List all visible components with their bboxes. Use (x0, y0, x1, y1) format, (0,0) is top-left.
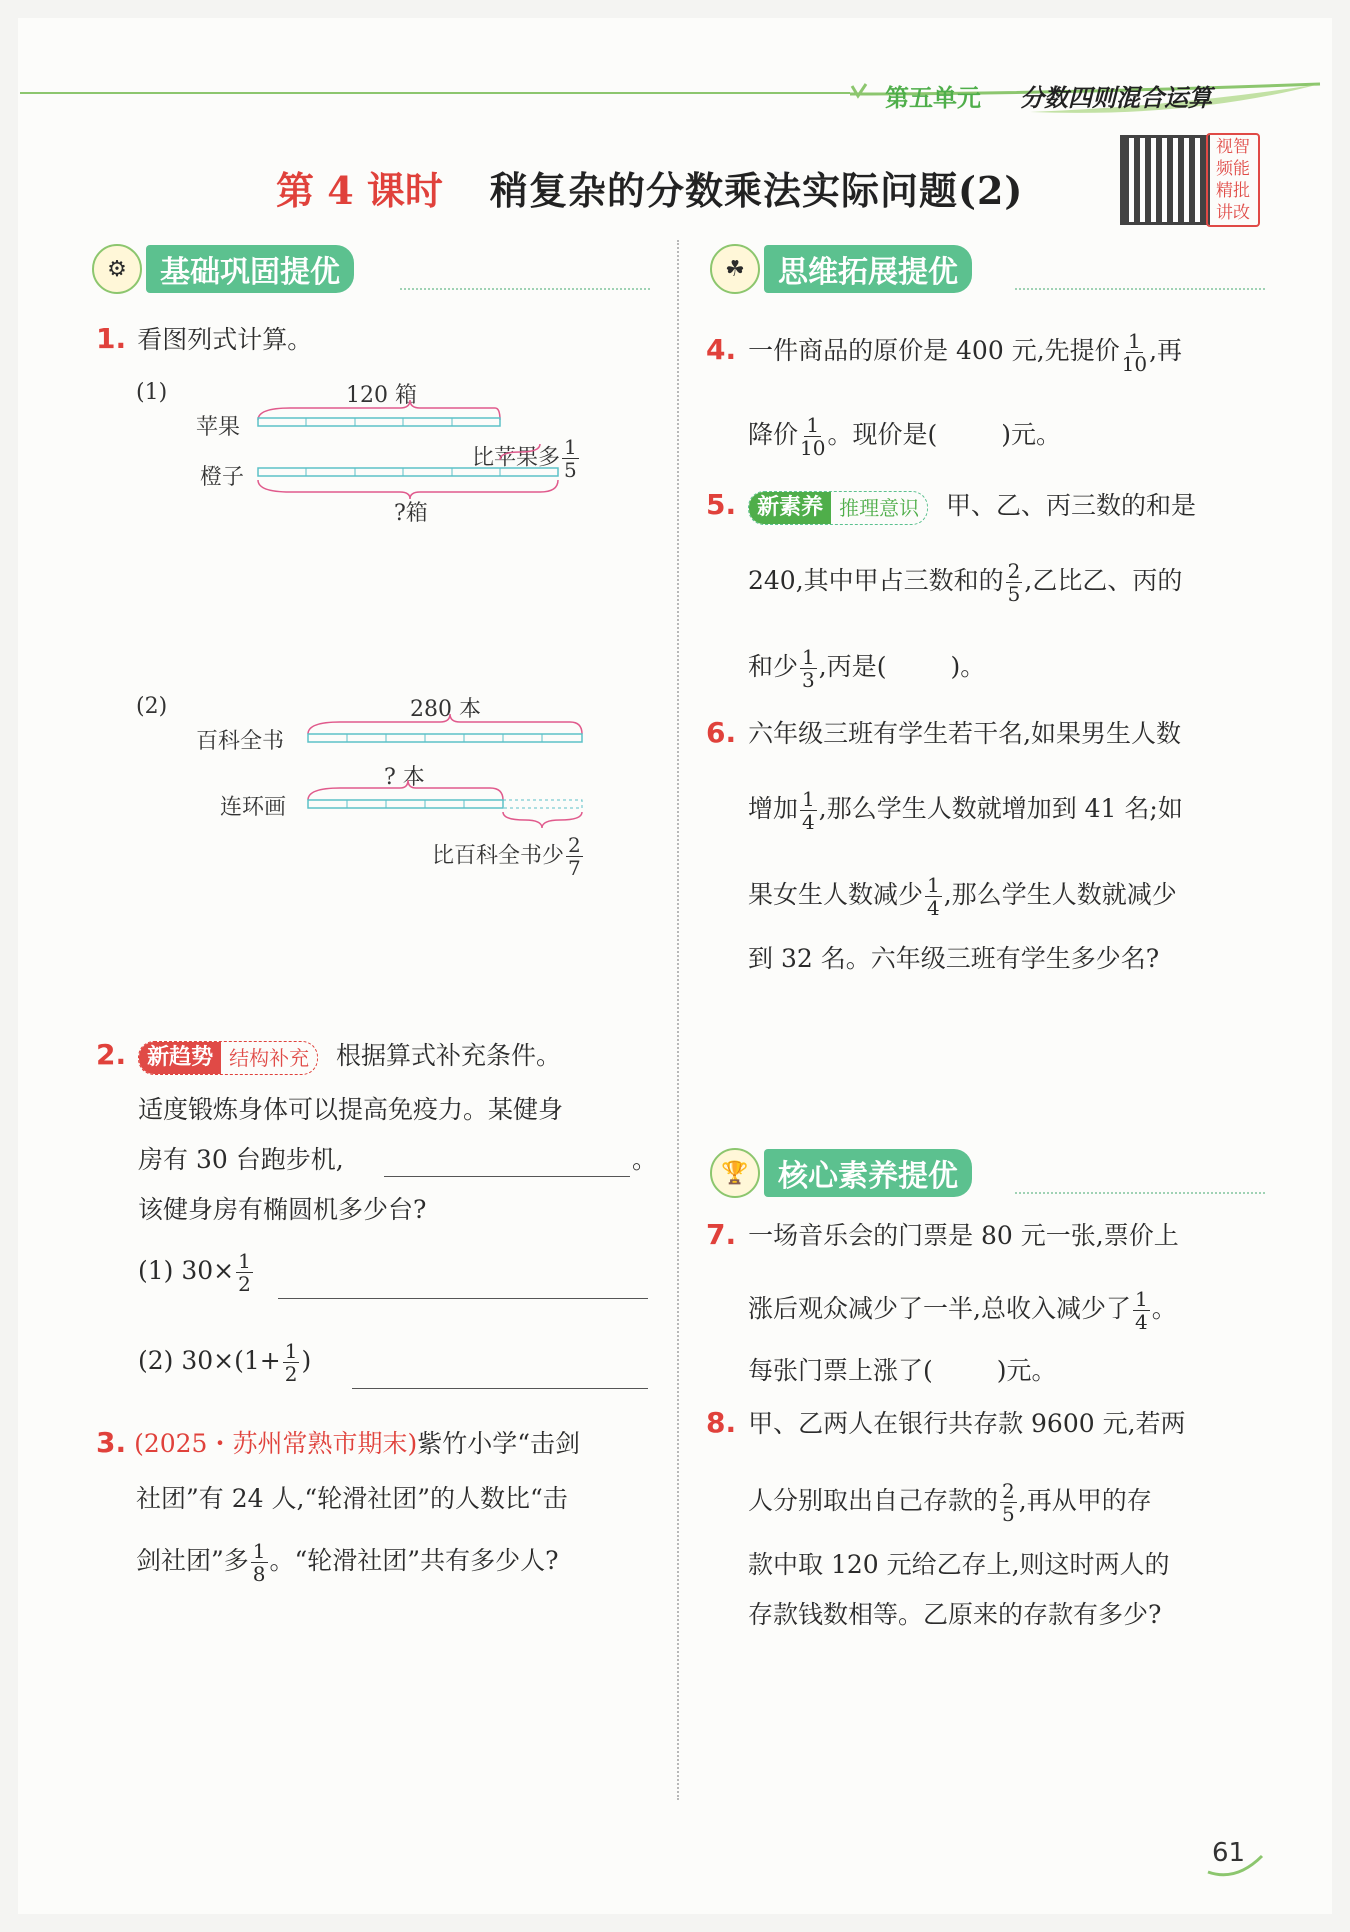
q6-line3 (748, 874, 1177, 919)
qr-code[interactable] (1120, 135, 1210, 225)
q7-fraction (1133, 1288, 1150, 1333)
trophy-icon: 🏆 (710, 1148, 760, 1198)
q6-f1-den: 4 (802, 810, 815, 834)
q2-option2 (138, 1340, 311, 1385)
q3-line3-a: 剑社团”多 (136, 1546, 249, 1575)
q5-line1-text: 甲、乙、丙三数的和是 (946, 491, 1197, 520)
q6-f2-num: 1 (927, 873, 940, 897)
q6-line3-a: 果女生人数减少 (748, 880, 924, 909)
q3-number: 3. (96, 1426, 127, 1459)
q2-tag (138, 1041, 318, 1075)
page-number-swoosh (1206, 1836, 1266, 1880)
q1-part2-row2: 连环画 (220, 795, 287, 820)
q1-header (96, 322, 312, 355)
q2-option2-expr: (2) 30×(1+ (138, 1346, 281, 1375)
q7-line3-b: )元。 (996, 1356, 1057, 1385)
q5-line2-a: 240,其中甲占三数和的 (748, 566, 1004, 595)
q1-part1-label: (1) (136, 380, 168, 405)
q1-part1-top-value: 120 箱 (346, 383, 417, 408)
q1-part2-frac-den: 7 (568, 856, 581, 880)
q1-part2-mid-value: ? 本 (384, 765, 425, 790)
q2-header (96, 1040, 561, 1075)
section-basic-rule (400, 288, 650, 290)
page-number: 61 (1212, 1838, 1246, 1868)
q5-number: 5. (706, 488, 737, 521)
q8-number: 8. (706, 1406, 737, 1439)
column-divider (677, 240, 679, 1800)
q7-line2-a: 涨后观众减少了一半,总收入减少了 (748, 1294, 1131, 1323)
q2-option1-frac-num: 1 (238, 1249, 251, 1273)
q7-frac-num: 1 (1134, 1287, 1148, 1311)
q2-number: 2. (96, 1038, 127, 1071)
q4-f2-den: 10 (800, 436, 826, 460)
q6-line1-text: 六年级三班有学生若干名,如果男生人数 (748, 719, 1182, 748)
q4-line2 (748, 414, 1061, 459)
q1-prompt: 看图列式计算。 (137, 325, 313, 354)
q2-answer-blank[interactable] (384, 1176, 630, 1177)
q2-line3: 该健身房有椭圆机多少台? (138, 1195, 427, 1224)
section-core (710, 1148, 972, 1198)
q4-f2-num: 1 (806, 413, 820, 437)
q5-line3 (748, 646, 985, 691)
section-thinking (710, 244, 972, 294)
q2-option1-fraction (236, 1250, 253, 1295)
q5-f2-num: 1 (802, 645, 815, 669)
lesson-number: 第 4 课时 (276, 168, 443, 213)
q6-line2 (748, 788, 1183, 833)
q6-f2-den: 4 (927, 896, 940, 920)
q5-line2-b: ,乙比乙、丙的 (1024, 566, 1183, 595)
q5-line1 (706, 490, 1196, 525)
q2-option1-expr: (1) 30× (138, 1256, 235, 1285)
section-basic (92, 244, 354, 294)
q4-line2-b: 。现价是( (827, 420, 938, 449)
q4-line1-b: ,再 (1149, 336, 1183, 365)
q8-line3: 款中取 120 元给乙存上,则这时两人的 (748, 1550, 1170, 1579)
q8-line1-text: 甲、乙两人在银行共存款 9600 元,若两 (748, 1409, 1186, 1438)
q7-line3-a: 每张门票上涨了( (748, 1356, 933, 1385)
q6-line2-a: 增加 (748, 794, 799, 823)
q3-frac-den: 8 (252, 1562, 266, 1586)
q2-line2-end: 。 (632, 1145, 658, 1174)
section-thinking-title: 思维拓展提优 (764, 245, 972, 293)
q2-option1 (138, 1250, 255, 1295)
q2-line2: 房有 30 台跑步机, (138, 1145, 344, 1174)
q6-line3-b: ,那么学生人数就减少 (943, 880, 1177, 909)
q8-frac-num: 2 (1002, 1479, 1015, 1503)
q8-fraction (1000, 1480, 1017, 1525)
q7-line2 (748, 1288, 1177, 1333)
qr-label: 视智频能精批讲改 (1206, 133, 1260, 227)
q2-line1: 适度锻炼身体可以提高免疫力。某健身 (138, 1095, 564, 1124)
q6-fraction1 (800, 788, 817, 833)
q2-prompt: 根据算式补充条件。 (336, 1041, 562, 1070)
q6-fraction2 (925, 874, 942, 919)
header-rule (20, 92, 850, 94)
q3-line1 (96, 1428, 580, 1459)
q7-line1 (706, 1220, 1179, 1251)
q5-tag (748, 491, 928, 525)
q7-frac-den: 4 (1134, 1310, 1148, 1334)
q4-fraction2 (800, 414, 825, 459)
q5-f1-num: 2 (1007, 559, 1021, 583)
q5-f1-den: 5 (1007, 582, 1021, 606)
q1-part1-diagram (250, 400, 570, 500)
q5-tag-sub: 推理意识 (839, 495, 920, 520)
q5-line3-b: ,丙是( (818, 652, 887, 681)
gear-icon: ⚙ (92, 244, 142, 294)
section-core-title: 核心素养提优 (764, 1149, 972, 1197)
q2-option1-frac-den: 2 (238, 1272, 251, 1296)
q6-line2-b: ,那么学生人数就增加到 41 名;如 (818, 794, 1183, 823)
q4-number: 4. (706, 333, 737, 366)
q4-line2-a: 降价 (748, 420, 799, 449)
q8-line4: 存款钱数相等。乙原来的存款有多少? (748, 1600, 1162, 1629)
q6-line4: 到 32 名。六年级三班有学生多少名? (748, 944, 1160, 973)
q1-part1-row2: 橙子 (200, 465, 245, 490)
q2-tag-main: 新趋势 (139, 1042, 221, 1074)
q8-line2 (748, 1480, 1152, 1525)
q7-line2-b: 。 (1151, 1294, 1177, 1323)
q2-option2-fraction (283, 1340, 300, 1385)
q2-option1-blank[interactable] (278, 1298, 648, 1299)
q2-tag-sub: 结构补充 (229, 1045, 310, 1070)
q3-source: (2025・苏州常熟市期末) (134, 1429, 418, 1458)
q6-number: 6. (706, 716, 737, 749)
q2-option2-close: ) (301, 1346, 312, 1375)
section-basic-title: 基础巩固提优 (146, 245, 354, 293)
q3-line3-b: 。“轮滑社团”共有多少人? (269, 1546, 559, 1575)
q4-line1 (706, 330, 1182, 375)
q2-option2-frac-den: 2 (284, 1362, 298, 1386)
q1-part1-frac-num: 1 (564, 435, 577, 459)
q5-line3-c: )。 (950, 652, 986, 681)
q8-line2-b: ,再从甲的存 (1018, 1486, 1152, 1515)
q6-line1 (706, 718, 1181, 749)
q3-line2: 社团”有 24 人,“轮滑社团”的人数比“击 (136, 1484, 568, 1513)
lesson-title: 稍复杂的分数乘法实际问题(2) (490, 168, 1024, 213)
q2-option2-frac-num: 1 (284, 1339, 298, 1363)
unit-label: 第五单元 (885, 84, 981, 112)
q5-tag-main: 新素养 (749, 492, 831, 524)
q1-part2-label: (2) (136, 694, 168, 719)
q8-line2-a: 人分别取出自己存款的 (748, 1486, 999, 1515)
q1-number: 1. (96, 322, 127, 355)
q3-line3 (136, 1540, 558, 1585)
q5-f2-den: 3 (802, 668, 815, 692)
unit-topic: 分数四则混合运算 (1020, 84, 1212, 112)
q7-line3 (748, 1356, 1057, 1386)
q5-fraction1 (1006, 560, 1023, 605)
q1-part2-fraction (566, 834, 583, 879)
q1-part1-compare-text: 比苹果多 (472, 445, 561, 471)
q1-part2-compare-text: 比百科全书少 (432, 843, 565, 869)
section-core-rule (1015, 1192, 1265, 1194)
q4-f1-num: 1 (1128, 329, 1141, 353)
q1-part1-bottom-value: ?箱 (394, 501, 428, 526)
q4-line2-c: )元。 (1001, 420, 1061, 449)
q6-f1-num: 1 (802, 787, 815, 811)
q1-part2-frac-num: 2 (568, 833, 581, 857)
q1-part1-row1: 苹果 (196, 415, 241, 440)
q2-option2-blank[interactable] (352, 1388, 648, 1389)
q5-line3-a: 和少 (748, 652, 799, 681)
q1-part2-compare (432, 834, 585, 879)
q8-line1 (706, 1408, 1186, 1439)
q3-fraction (251, 1540, 268, 1585)
section-thinking-rule (1015, 288, 1265, 290)
q1-part1-frac-den: 5 (564, 458, 577, 482)
q4-f1-den: 10 (1121, 352, 1148, 376)
q5-line2 (748, 560, 1182, 605)
q1-part2-top-value: 280 本 (410, 697, 481, 722)
q4-fraction1 (1122, 330, 1147, 375)
q7-line1-text: 一场音乐会的门票是 80 元一张,票价上 (748, 1221, 1179, 1250)
sprout-icon: ☘ (710, 244, 760, 294)
q4-line1-a: 一件商品的原价是 400 元,先提价 (748, 336, 1120, 365)
q5-fraction2 (800, 646, 817, 691)
q7-number: 7. (706, 1218, 737, 1251)
q1-part2-row1: 百科全书 (196, 729, 285, 754)
q1-part2-diagram (300, 712, 600, 832)
q3-line1-text: 紫竹小学“击剑 (417, 1429, 581, 1458)
q3-frac-num: 1 (252, 1539, 266, 1563)
q8-frac-den: 5 (1002, 1502, 1015, 1526)
